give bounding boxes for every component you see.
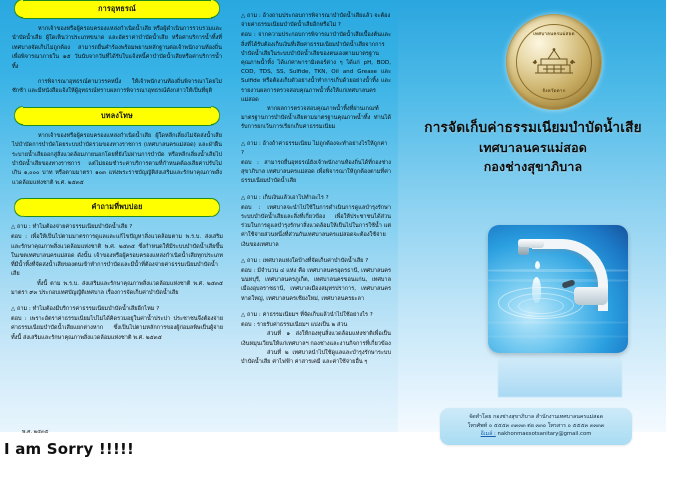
faq-item [236, 194, 396, 250]
faq-question [241, 140, 391, 158]
faq-question-text: ถาม : เทศบาลแห่งใดบ้างที่จัดเก็บค่าบำบัดน้ำเสีย ? [246, 257, 369, 264]
faq-answer-text-continued: หากผลการตรวจสอบคุณภาพน้ำทิ้งที่ผ่านเกณฑ์มาตรฐานการบำบัดน้ำเสียตามมาตรฐานคุณภาพน้ำทิ้ง ท่านได้รับการยกเว้นการเรียกเก็บค่าธรรมเนียม [241, 106, 391, 131]
faq-question [241, 12, 391, 30]
faq-answer-text: ตอบ : เพราะอัตราค่าธรรมเนียมไปไม่ได้คิดรวมอยู่ในค่าน้ำประปา ประชาชนจึงต้องจ่ายค่าธรรมเนียมบำบัดน้ำเสียแยกต่างหาก ซึ่งเป็นไปตามหลักการของผู้ก่อมลพิษเป็นผู้จ่าย ทั้งนี้ ส่งเสริมและรักษาคุณภาพสิ่งแวดล้อมแห่งชาติ พ.ศ. ๒๕๓๕ [11, 316, 223, 341]
faq-answer-text-continued: ทั้งนี้ ตาม พ.ร.บ. ส่งเสริมและรักษาคุณภาพสิ่งแวดล้อมแห่งชาติ พ.ศ. ๒๕๓๕ มาตรา ๙๓ ประกอบเทศบัญญัติเทศบาล เรื่องการจัดเก็บค่าบำบัดน้ำเสีย [11, 280, 223, 296]
triangle-bullet-icon: △ [241, 13, 246, 19]
photo-reflection [498, 353, 622, 397]
page-title [400, 118, 666, 176]
faq-answer-text: ตอบ : สามารถยื่นอุทธรณ์ยังเจ้าพนักงานท้องถิ่นได้ที่กองช่างสุขาภิบาล เทศบาลนครแม่สอด เพื่อพิจารณาให้ถูกต้องตามที่ค่าธรรมเนียมบำบัดน้ำเสีย [241, 160, 391, 185]
triangle-bullet-icon: △ [11, 305, 16, 312]
faq-answer-text: ตอบ : เทศบาลจะนำไปใช้ในการดำเนินการดูแลบำรุงรักษาระบบบำบัดน้ำเสียและสิ่งที่เกี่ยวข้อง เพื่อให้ประชาชนได้ส่วนร่วมในการดูแลบำรุงรักษาสิ่งแวดล้อมให้เป็นไปในการใช้น้ำ แต่ค่าใช้จ่ายส่วนหนึ่งที่ส่วนกันเทศบาลนครแม่สอดจะต้องใช้จ่ายเงินของเทศบาล [241, 204, 391, 248]
right-column [400, 0, 666, 438]
faq-answer-text: ตอบ : มีจำนวน ๔ แห่ง คือ เทศบาลนครอุดรธานี, เทศบาลนครนนทบุรี, เทศบาลนครภูเก็ต, เทศบาลนครขอนแก่น, เทศบาลเมืองอุบลราชธานี, เทศบาลเมืองสมุทรปราการ, เทศบาลนครหาดใหญ่, เทศบาลนครเชียงใหม่, เทศบาลนครยะลา [241, 268, 391, 302]
faq-answer [241, 321, 391, 367]
section-header-faq [15, 198, 219, 217]
triangle-bullet-icon: △ [241, 311, 246, 318]
faq-answer [241, 159, 391, 187]
photo-frame [488, 225, 628, 353]
faucet-nozzle [518, 247, 529, 255]
email-label: อีเมล์ : [480, 431, 496, 438]
faq-answer [241, 204, 391, 250]
faq-answer [11, 233, 223, 297]
faq-question [11, 223, 223, 232]
faq-answer-text: ตอบ : เพื่อให้เป็นไปตามมาตรการดูแลและแก้ไขปัญหาสิ่งแวดล้อมตาม พ.ร.บ. ส่งเสริมและรักษาคุณภาพสิ่งแวดล้อมแห่งชาติ พ.ศ. ๒๕๓๕ ซึ่งกำหนดให้มีระบบบำบัดน้ำเสียขึ้นในเขตเทศบาลนครแม่สอด ดังนั้น เจ้าของหรือผู้ครอบครองแหล่งกำเนิดน้ำเสียทุกประเภทที่มีน้ำทิ้งที่จัดส่งน้ำเสียของตนเข้าทำการบำบัดและมีน้ำที่ต้องจ่ายค่าธรรมเนียมบำบัดน้ำเสีย [11, 234, 223, 278]
faq-answer-part-2: ส่วนที่ ๒ เทศบาลนำไปใช้ดูแลและบำรุงรักษาระบบบำบัดน้ำเสีย ค่าไฟฟ้า ค่าสารเคมี และค่าใช้จ่ายอื่น ๆ [241, 349, 391, 365]
triangle-bullet-icon: △ [11, 224, 16, 231]
email-address[interactable]: nakhonmaesotsanitary@gmail.com [497, 431, 592, 438]
faq-answer-text: ตอบ : รายรับค่าธรรมเนียมฯ แบ่งเป็น ๒ ส่วน [241, 322, 348, 329]
seal-outer-ring [506, 14, 602, 110]
faq-question-text: ถาม : ทำไมต้องมีบริการค่าธรรมเนียมบำบัดน้ำเสียอีกไหม ? [16, 305, 160, 312]
faq-question-text: ถาม : อ้างถ้าค่าธรรมเนียม ไม่ถูกต้องจะทำอย่างไรให้ถูกค่า ? [241, 140, 388, 156]
sorry-message: I am Sorry !!!!! [4, 440, 135, 458]
faq-question-text: ถาม : ทำไมต้องจ่ายค่าธรรมเนียมบำบัดน้ำเสีย ? [16, 224, 133, 231]
water-wave [488, 335, 628, 338]
section-header-appeals-label: การอุทธรณ์ [98, 4, 136, 13]
seal-top-text: เทศบาลนครแม่สอด [533, 32, 575, 37]
faq-question [241, 311, 391, 320]
faq-question [11, 305, 223, 314]
section-header-faq-label: คำถามที่พบบ่อย [91, 202, 143, 212]
faq-item [236, 140, 396, 187]
faucet-base [574, 287, 608, 305]
contact-email-line [448, 430, 624, 439]
triangle-bullet-icon: △ [241, 194, 246, 201]
faq-item [6, 223, 228, 298]
faq-question [241, 257, 391, 266]
section-header-appeals [15, 0, 219, 19]
triangle-bullet-icon: △ [241, 140, 246, 147]
seal-pavilion-emblem [531, 47, 577, 77]
faq-question-text: ถาม : อ้างถามประกอบการพิจารณาบำบัดน้ำเสียแล้ว จะต้องจ่ายค่าธรรมเนียมบำบัดน้ำเสียอีกหรือไม่ ? [241, 13, 391, 29]
title-line-department: กองช่างสุขาภิบาล [483, 159, 583, 174]
title-line-municipality: เทศบาลนครแม่สอด [478, 140, 588, 155]
section-header-penalties-label: บทลงโทษ [101, 110, 133, 120]
faucet-water-drop-photo [488, 225, 628, 353]
faq-answer [11, 315, 223, 343]
contact-producer-line: จัดทำโดย กองช่างสุขาภิบาล สำนักงานเทศบาลนครแม่สอด [468, 414, 604, 420]
faq-question-text: ถาม : เก็บเงินแล้วเอาไปทำอะไร ? [246, 194, 329, 201]
middle-column [236, 0, 396, 432]
seal-bottom-text: จังหวัดตาก [542, 89, 566, 94]
penalties-paragraph-1: หากเจ้าของหรือผู้ครอบครองแหล่งกำเนิดน้ำเสีย ผู้ใดหลีกเลี่ยงไม่จัดส่งน้ำเสียไปบำบัดการบำบัดโดยระบบบำบัดรวมของทางราชการ (เทศบาลนครแม่สอด) และฝ่าฝืนระบายน้ำเสียออกสู่สิ่งแวดล้อมภายนอกโดยที่ยังไม่ผ่านการบำบัด หรือหลีกเลี่ยงน้ำเสียไปบำบัดน้ำเสียของทางราชการ แต่ไม่ยอมชำระค่าบริการตามที่กำหนดต้องเสียค่าปรับไม่เกิน ๑,๐๐๐ บาท หรือตามมาตรา ๑๐๓ แห่งพระราชบัญญัติส่งเสริมและรักษาคุณภาพสิ่งแวดล้อมแห่งชาติ พ.ศ. ๒๕๓๕ [12, 132, 222, 186]
appeals-paragraph-2: การพิจารณาอุทธรณ์ตามวรรคหนึ่ง ให้เจ้าพนักงานท้องถิ่นพิจารณาโดยไม่ชักช้า และมีหนังสือแจ้งให้ผู้อุทธรณ์ทราบผลการพิจารณาอุทธรณ์ดังกล่าวให้เป็นที่ยุติ [12, 79, 222, 95]
faq-question [241, 194, 391, 203]
faq-item [236, 257, 396, 304]
left-column-tail-note: พ.ศ. ๒๕๓๕ [22, 429, 49, 435]
municipal-seal [506, 14, 602, 110]
faq-item [236, 311, 396, 367]
faq-question-text: ถาม : ค่าธรรมเนียมฯ ที่จัดเก็บแล้วนำไปใช้อย่างไร ? [246, 311, 373, 318]
title-line-main: การจัดเก็บค่าธรรมเนียมบำบัดน้ำเสีย [424, 120, 642, 136]
faq-answer-part-1: ส่วนที่ ๑ ส่งให้กองทุนสิ่งแวดล้อมแห่งชาติเพื่อเป็นเงินหมุนเวียนให้แก่เทศบาลฯ กองช่างและงานกิจการที่เกี่ยวข้อง [241, 331, 391, 347]
left-column [6, 0, 228, 432]
faq-answer-text: ตอบ : จากความประกอบการพิจารณาบำบัดน้ำเสียเบื้องต้นและสิ่งที่ได้รับต้องเก็บเงินที่เสียค่าธรรมเนียมบำบัดน้ำเสียจากการบำบัดน้ำเสียในระบบบำบัดน้ำเสียของตนเองตามมาตรฐานคุณภาพน้ำทิ้ง ได้แก่ค่าพารามิเตอร์ต่าง ๆ ได้แก่ pH, BOD, COD, TDS, SS, Sulfide, TKN, Oil and Grease และ Sulfide หรือต้องเก็บตัวอย่างน้ำทำการเก็บด้วยอย่างน้ำทิ้ง และรายงานผลการตรวจสอบคุณภาพน้ำทิ้งให้แก่เทศบาลนครแม่สอด [241, 32, 391, 103]
faq-item [236, 12, 396, 133]
contact-box [440, 408, 632, 445]
water-wave [488, 321, 628, 324]
triangle-bullet-icon: △ [241, 257, 246, 264]
contact-phone-line: โทรศัพท์ ๐ ๕๕๕๓ ๓๓๓๓ ต่อ ๓๓๐ โทรสาร ๐ ๕๕๕๓ ๓๓๓๓ [467, 422, 605, 429]
seal-inner-disc [516, 24, 592, 100]
faq-answer [241, 267, 391, 304]
section-header-penalties [15, 107, 219, 126]
faq-answer [241, 31, 391, 132]
appeals-paragraph-1: หากเจ้าของหรือผู้ครอบครองแหล่งกำเนิดน้ำเสีย หรือผู้ดำเนินการรวบรวมและนำบัดน้ำเสีย ผู้ใดเห็นว่าประเภทขนาด และอัตราค่าบำบัดน้ำเสีย หรือค่าบริการน้ำทิ้งที่เทศบาลจัดเก็บไม่ถูกต้อง สามารถยื่นคำร้องพร้อมพยานหลักฐานต่อเจ้าพนักงานท้องถิ่นเพื่อพิจารณาภายใน ๑๕ วันนับจากวันที่ได้รับใบแจ้งหนี้ค่าบำบัดน้ำเสียหรือค่าบริการน้ำทิ้ง [12, 26, 222, 70]
faq-item [6, 305, 228, 343]
